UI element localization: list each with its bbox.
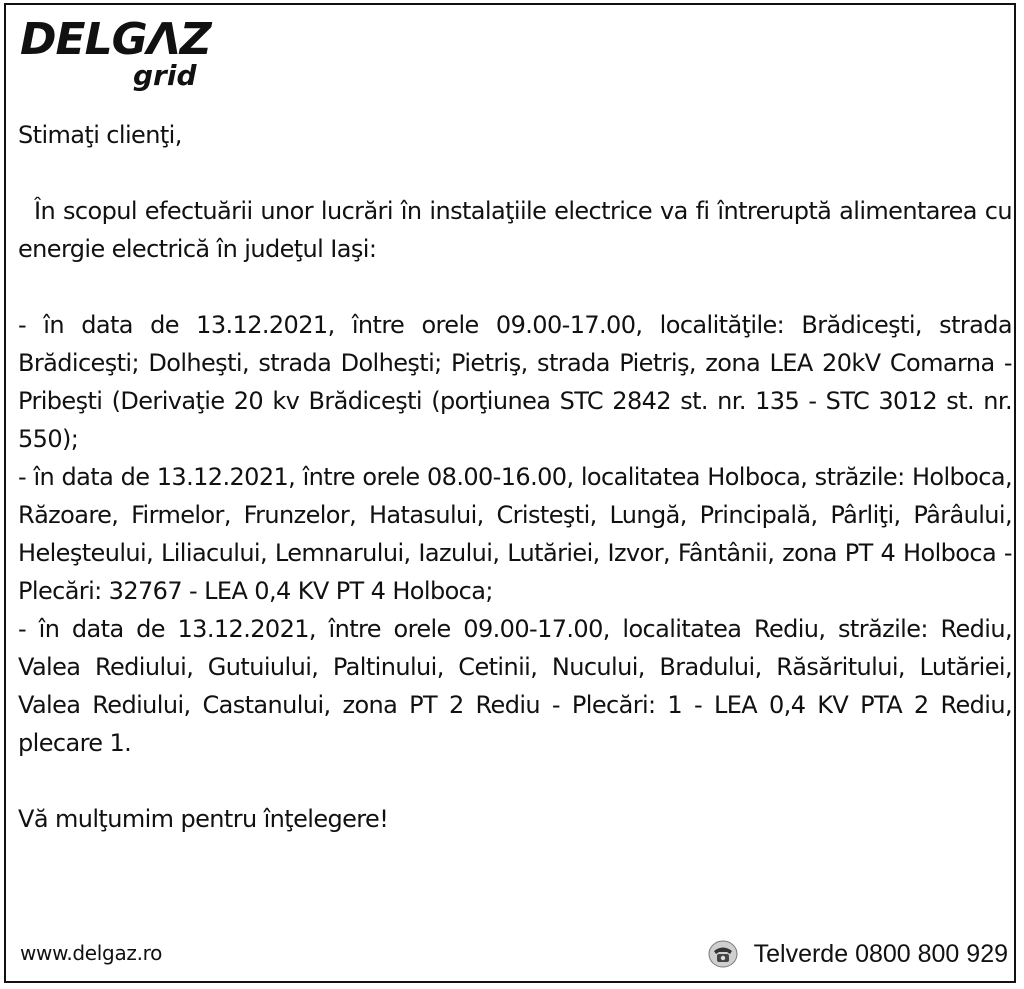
outage-item: - în data de 13.12.2021, între orele 08.00-16.00, localitatea Holboca, străzile: Holboca, Răzoare, Firmelor, Frunzelor, Hatasului, Cristeşti, Lungă, Principală, Pârliţi, Pârâului, Heleşteului, Liliacului, Lemnarului, Iazului, Lutăriei, Izvor, Fântânii, zona PT 4 Holboca - Plecări: 32767 - LEA 0,4 KV PT 4 Holboca; [18,463,1012,605]
greeting: Stimaţi clienţi, [18,121,182,149]
intro-paragraph: În scopul efectuării unor lucrări în instalaţiile electrice va fi întreruptă alimentarea cu energie electrică în judeţul Iaşi: [18,197,1012,263]
closing-line: Vă mulţumim pentru înţelegere! [18,805,389,833]
logo-subtitle: grid [133,59,197,92]
phone-contact [708,938,1008,970]
announcement-body [18,116,1012,838]
logo-wordmark: DELGΛZ [20,14,211,65]
outage-item: - în data de 13.12.2021, între orele 09.00-17.00, localitatea Rediu, străzile: Rediu, Valea Rediului, Gutuiului, Paltinului, Cetinii, Nucului, Bradului, Răsăritului, Lutăriei, Valea Rediului, Castanului, zona PT 2 Rediu - Plecări: 1 - LEA 0,4 KV PTA 2 Rediu, plecare 1. [18,615,1012,757]
website-link[interactable]: www.delgaz.ro [20,941,163,965]
delgaz-grid-logo [20,14,220,94]
outage-item: - în data de 13.12.2021, între orele 09.00-17.00, localităţile: Brădiceşti, strada Brădiceşti; Dolheşti, strada Dolheşti; Pietriş, strada Pietriş, zona LEA 20kV Comarna - Pribeşti (Derivaţie 20 kv Brădiceşti (porţiunea STC 2842 st. nr. 135 - STC 3012 st. nr. 550); [18,311,1012,453]
telephone-icon [708,939,738,969]
phone-number: Telverde 0800 800 929 [753,940,1008,968]
